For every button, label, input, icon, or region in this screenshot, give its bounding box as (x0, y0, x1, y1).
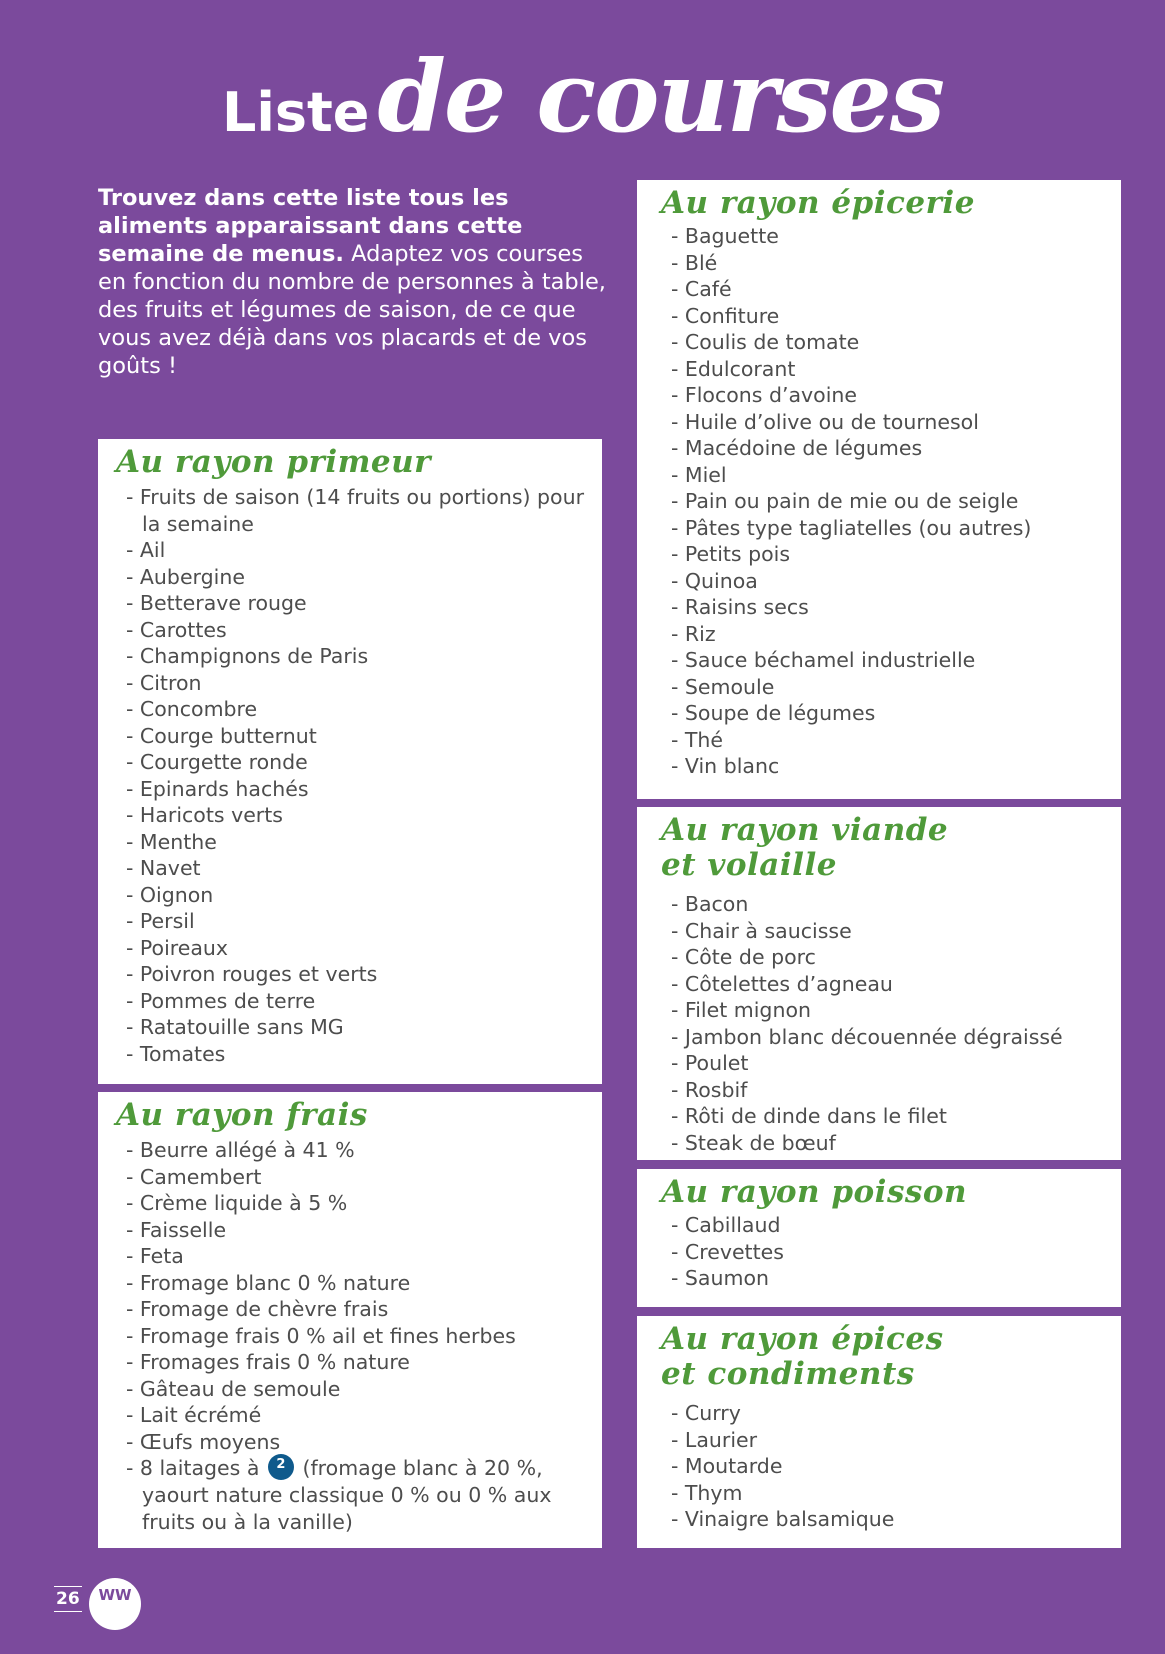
title-line: Au rayon épices (661, 1321, 944, 1357)
list-item: - Confiture (671, 303, 780, 328)
list-item: - Côtelettes d’agneau (671, 971, 893, 996)
section-title: Au rayon poisson (661, 1174, 968, 1210)
list-item: - Edulcorant (671, 356, 796, 381)
list-item: - Courgette ronde (126, 750, 308, 774)
list-item: - Vin blanc (671, 754, 780, 778)
item-list (116, 1137, 586, 1455)
list-item: - Haricots verts (126, 803, 283, 827)
list-item: - Pain ou pain de mie ou de seigle (671, 489, 1019, 513)
section-title: Au rayon épicerie (661, 185, 975, 221)
ww-logo-icon (89, 1578, 141, 1630)
list-item: - Thé (671, 727, 724, 752)
title-line: et condiments (661, 1356, 915, 1392)
list-item: - Epinards hachés (126, 776, 309, 801)
list-item: - Rôti de dinde dans le filet (671, 1104, 947, 1128)
list-item: - Sauce béchamel industrielle (671, 648, 976, 672)
list-item: - Oignon (126, 882, 214, 907)
title-line: Au rayon viande (661, 812, 949, 848)
list-item: - Champignons de Paris (126, 644, 369, 668)
smartpoints-badge-icon: 2 (268, 1454, 294, 1480)
item-list-extra (116, 1455, 586, 1535)
item-text: (fromage blanc à 20 %, yaourt nature classique 0 % ou 0 % aux fruits ou à la vanille) (142, 1456, 552, 1534)
item-list (661, 223, 1111, 780)
list-item: - Carottes (126, 617, 227, 642)
list-item: - Moutarde (671, 1454, 783, 1478)
list-item: - Camembert (126, 1164, 262, 1189)
list-item: - Fromages frais 0 % nature (126, 1350, 410, 1374)
list-item: - Gâteau de semoule (126, 1376, 341, 1401)
list-item: - Rosbif (671, 1077, 748, 1102)
list-item: - Fruits de saison (14 fruits ou portions) pour la semaine (126, 485, 585, 536)
intro-regular: Adaptez vos courses en fonction du nombre de personnes à table, des fruits et légumes de saison, de ce que vous avez déjà dans vos placards et de vos goûts ! (98, 241, 606, 379)
list-item: - Curry (671, 1401, 741, 1425)
list-item: - Miel (671, 462, 727, 487)
list-item: - Menthe (126, 829, 217, 854)
page-title (0, 40, 1165, 155)
section-title: Au rayon primeur (116, 444, 432, 480)
list-item: - Laurier (671, 1427, 758, 1452)
list-item: - Pommes de terre (126, 988, 316, 1013)
list-item: - Blé (671, 250, 718, 275)
section-title (661, 1322, 1111, 1392)
list-item: - Huile d’olive ou de tournesol (671, 409, 979, 434)
list-item: - Faisselle (126, 1217, 227, 1242)
list-item: - Crevettes (671, 1239, 784, 1264)
list-item: - Soupe de légumes (671, 701, 876, 725)
list-item: - Fromage frais 0 % ail et fines herbes (126, 1323, 516, 1348)
list-item: - Navet (126, 856, 201, 880)
list-item: - Beurre allégé à 41 % (126, 1138, 355, 1162)
list-item: - Jambon blanc découennée dégraissé (671, 1024, 1063, 1049)
list-item: - Baguette (671, 224, 779, 248)
list-item: - Tomates (126, 1041, 226, 1066)
title-part1: Liste (221, 81, 370, 144)
list-item: - Thym (671, 1480, 743, 1505)
list-item: - Raisins secs (671, 595, 809, 619)
section-primeur (98, 439, 602, 1084)
item-list (661, 1212, 1111, 1292)
intro-text (98, 184, 618, 380)
item-text: - 8 laitages à (126, 1456, 260, 1480)
list-item: - Crème liquide à 5 % (126, 1191, 348, 1215)
list-item: - Côte de porc (671, 945, 816, 969)
title-line: et volaille (661, 847, 837, 883)
logo-text: WW (98, 1586, 132, 1604)
section-title (661, 813, 1111, 883)
list-item: - Petits pois (671, 542, 791, 566)
title-part2: de courses (377, 40, 944, 155)
list-item: - Coulis de tomate (671, 330, 860, 354)
list-item (126, 1455, 586, 1535)
list-item: - Ail (126, 538, 166, 562)
list-item: - Fromage de chèvre frais (126, 1297, 389, 1321)
list-item: - Aubergine (126, 564, 245, 589)
section-epices (637, 1316, 1121, 1548)
section-title: Au rayon frais (116, 1097, 368, 1133)
list-item: - Filet mignon (671, 998, 811, 1022)
section-viande (637, 807, 1121, 1160)
item-list (661, 891, 1111, 1156)
section-frais (98, 1092, 602, 1548)
list-item: - Œufs moyens (126, 1429, 281, 1454)
list-item: - Fromage blanc 0 % nature (126, 1270, 411, 1295)
list-item: - Courge butternut (126, 723, 317, 748)
list-item: - Chair à saucisse (671, 918, 852, 943)
list-item: - Poivron rouges et verts (126, 962, 378, 986)
section-poisson (637, 1169, 1121, 1307)
list-item: - Cabillaud (671, 1213, 781, 1237)
list-item: - Flocons d’avoine (671, 383, 858, 407)
list-item: - Citron (126, 670, 202, 695)
list-item: - Betterave rouge (126, 591, 307, 615)
item-list (116, 484, 586, 1067)
item-list (661, 1400, 1111, 1533)
list-item: - Macédoine de légumes (671, 436, 923, 460)
intro-bold: Trouvez dans cette liste tous les aliments apparaissant dans cette semaine de menus. (98, 185, 523, 267)
list-item: - Semoule (671, 674, 775, 699)
list-item: - Bacon (671, 892, 749, 916)
list-item: - Vinaigre balsamique (671, 1507, 895, 1531)
list-item: - Poireaux (126, 935, 229, 960)
list-item: - Concombre (126, 697, 258, 721)
list-item: - Pâtes type tagliatelles (ou autres) (671, 515, 1032, 540)
list-item: - Ratatouille sans MG (126, 1015, 344, 1039)
list-item: - Riz (671, 621, 716, 646)
list-item: - Café (671, 277, 732, 301)
list-item: - Persil (126, 909, 195, 933)
page-number: 26 (54, 1586, 82, 1612)
list-item: - Steak de bœuf (671, 1130, 836, 1155)
list-item: - Poulet (671, 1051, 749, 1075)
section-epicerie (637, 180, 1121, 799)
list-item: - Quinoa (671, 568, 758, 593)
list-item: - Saumon (671, 1266, 769, 1290)
list-item: - Feta (126, 1244, 184, 1268)
list-item: - Lait écrémé (126, 1403, 262, 1427)
